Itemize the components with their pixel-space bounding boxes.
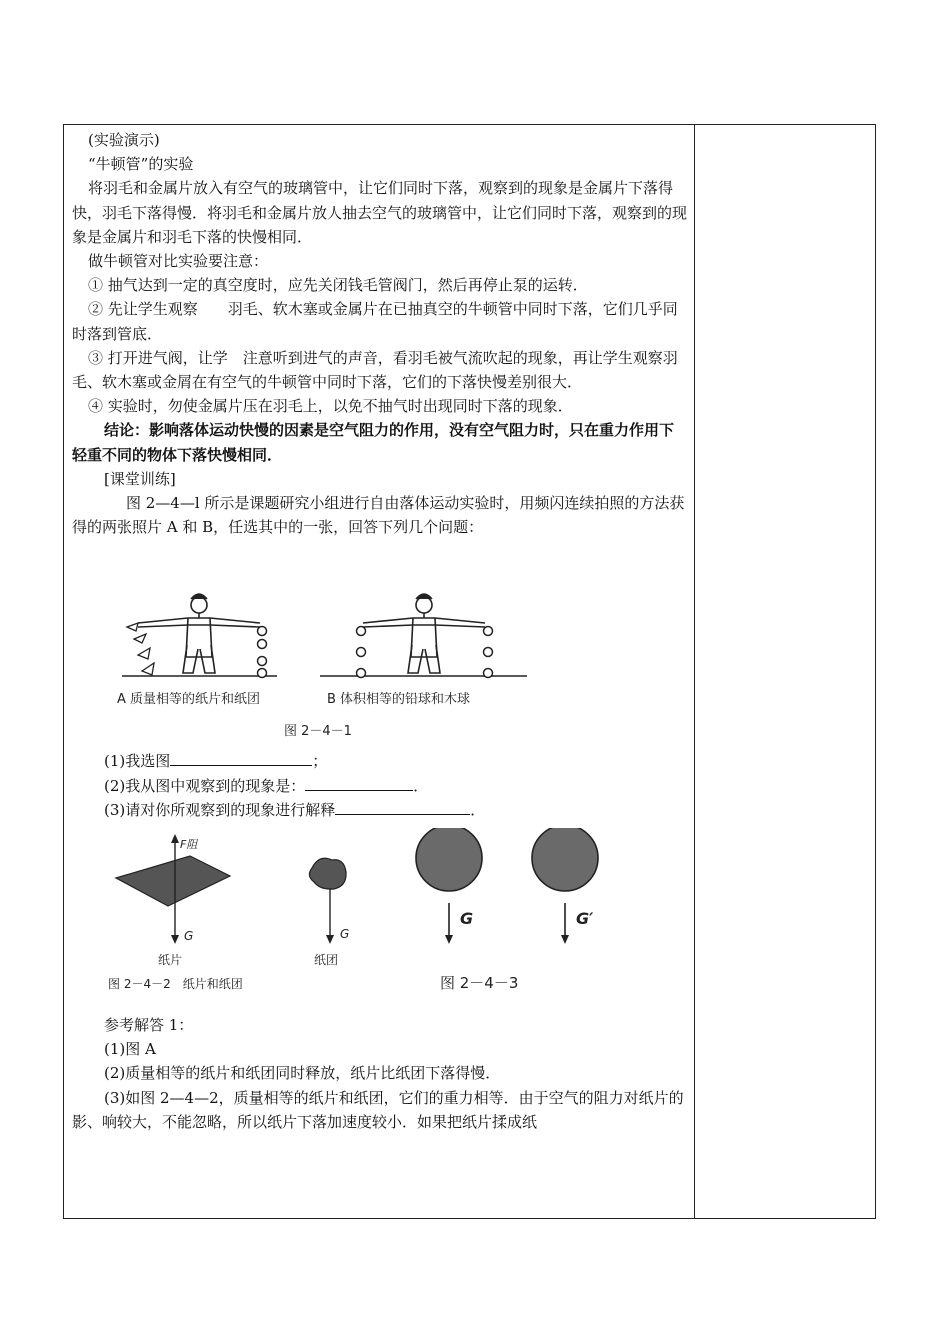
answer-blank-2[interactable] (305, 774, 413, 791)
column-divider (694, 124, 695, 1219)
figure-2-4-2-and-2-4-3 (72, 828, 688, 1003)
note-3: ③ 打开进气阀，让学 注意听到进气的声音，看羽毛被气流吹起的现象，再让学生观察羽毛、软木塞或金屑在有空气的牛顿管中同时下落，它们的下落快慢差别很大． (72, 348, 678, 392)
figure-2-4-1 (72, 545, 688, 745)
fig1-caption-b: B 体积相等的铅球和木球 (327, 692, 471, 708)
fig2-caption-left: 图 2－4－2 纸片和纸团 (108, 977, 243, 992)
fig1-label: 图 2－4－1 (284, 724, 352, 740)
answer-3: (3)如图 2—4—2，质量相等的纸片和纸团，它们的重力相等．由于空气的阻力对纸片的影、响较大，不能忽略，所以纸片下落加速度较小．如果把纸片揉成纸 (72, 1088, 684, 1131)
conclusion: 结论：影响落体运动快慢的因素是空气阻力的作用，没有空气阻力时，只在重力作用下轻重不同的物体下落快慢相同． (72, 421, 675, 464)
section-demo-heading: (实验演示) (88, 131, 160, 149)
question-3: (3)请对你所观察到的现象进行解释 ． (72, 798, 688, 822)
answer-title: 参考解答 1： (104, 1016, 194, 1035)
paper-ball-label: 纸团 (314, 953, 339, 968)
note-4: ④ 实验时，勿使金属片压在羽毛上，以免不抽气时出现同时下落的现象． (88, 397, 573, 416)
answer-2: (2)质量相等的纸片和纸团同时释放，纸片比纸团下落得慢． (104, 1064, 501, 1083)
paper-sheet-label: 纸片 (158, 953, 183, 968)
note-1: ① 抽气达到一定的真空度时，应先关闭钱毛管阀门，然后再停止泵的运转． (88, 276, 588, 295)
g-label-ball: G (340, 927, 350, 942)
answer-blank-1[interactable] (170, 749, 312, 766)
training-intro: 图 2—4—l 所示是课题研究小组进行自由落体运动实验时，用频闪连续拍照的方法获得的两张照片 A 和 B，任选其中的一张，回答下列几个问题： (72, 494, 685, 537)
demo-paragraph: 将羽毛和金属片放入有空气的玻璃管中，让它们同时下落，观察到的现象是金属片下落得快，羽毛下落得慢．将羽毛和金属片放人抽去空气的玻璃管中，让它们同时下落，观察到的现象是金属片和羽毛下落的快慢相同． (72, 179, 688, 246)
question-1: (1)我选图 ； (72, 749, 688, 773)
force-label: F阻 (180, 838, 198, 852)
g-label-sheet: G (184, 929, 194, 944)
answer-blank-3[interactable] (335, 798, 470, 815)
notes-title: 做牛顿管对比实验要注意： (88, 252, 269, 271)
main-content-cell (72, 128, 688, 1134)
fig1-caption-a: A 质量相等的纸片和纸团 (117, 692, 261, 708)
answer-1: (1)图 A (104, 1040, 156, 1059)
section-training-heading: [课堂训练] (104, 469, 176, 488)
note-2: ② 先让学生观察 羽毛、软木塞或金属片在已抽真空的牛顿管中同时下落，它们几乎同时落到管底． (72, 300, 678, 343)
question-2: (2)我从图中观察到的现象是： ． (72, 774, 688, 798)
g-prime-label: G′ (576, 909, 594, 929)
g-label-ball-left: G (460, 909, 474, 929)
fig3-caption: 图 2－4－3 (440, 974, 519, 993)
newton-tube-title: “牛顿管”的实验 (88, 155, 194, 174)
